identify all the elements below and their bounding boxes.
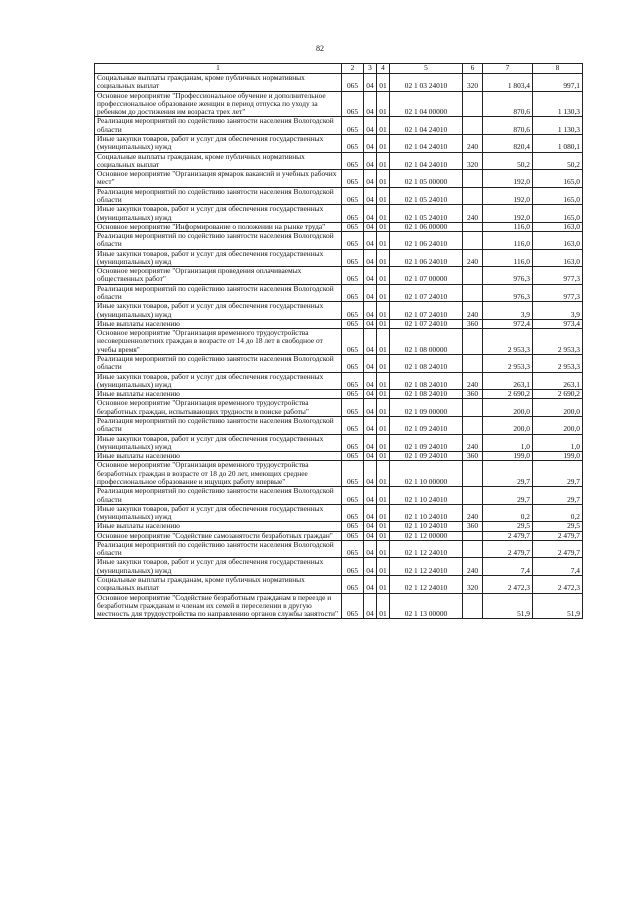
row-admin-code: 065: [342, 152, 364, 170]
page-number: 82: [316, 44, 324, 53]
row-amount-2: 973,4: [533, 319, 583, 328]
row-name: Иные выплаты населению: [95, 390, 342, 399]
row-amount-2: 997,1: [533, 74, 583, 92]
row-expense-type: [463, 593, 483, 619]
row-subsection: 01: [377, 504, 390, 522]
row-subsection: 01: [377, 91, 390, 117]
row-target-article: 02 1 08 24010: [390, 372, 463, 390]
row-amount-1: 29,7: [483, 461, 533, 487]
row-amount-1: 2 472,3: [483, 576, 533, 594]
column-header: 1: [95, 64, 342, 74]
row-expense-type: [463, 91, 483, 117]
row-name: Основное мероприятие "Организация временного трудоустройства безработных граждан в возрасте от 18 до 20 лет, имеющих среднее профессиональное образование и ищущих работу впервые": [95, 461, 342, 487]
row-expense-type: 320: [463, 74, 483, 92]
row-target-article: 02 1 12 24010: [390, 558, 463, 576]
row-name: Иные выплаты населению: [95, 452, 342, 461]
table-row: [95, 222, 583, 231]
table-row: [95, 399, 583, 417]
row-expense-type: 240: [463, 249, 483, 267]
table-row: [95, 434, 583, 452]
row-amount-2: 7,4: [533, 558, 583, 576]
row-target-article: 02 1 04 24010: [390, 152, 463, 170]
row-section: 04: [364, 452, 377, 461]
row-amount-2: 263,1: [533, 372, 583, 390]
row-amount-1: 976,3: [483, 284, 533, 302]
row-admin-code: 065: [342, 187, 364, 205]
row-amount-2: 977,3: [533, 284, 583, 302]
row-amount-1: 116,0: [483, 232, 533, 250]
row-section: 04: [364, 504, 377, 522]
table-row: [95, 355, 583, 373]
row-admin-code: 065: [342, 205, 364, 223]
row-subsection: 01: [377, 461, 390, 487]
row-admin-code: 065: [342, 531, 364, 540]
row-amount-1: 51,9: [483, 593, 533, 619]
table-row: [95, 452, 583, 461]
row-amount-2: 2 479,7: [533, 531, 583, 540]
row-target-article: 02 1 07 00000: [390, 267, 463, 285]
row-name: Социальные выплаты гражданам, кроме публичных нормативных социальных выплат: [95, 576, 342, 594]
row-admin-code: 065: [342, 372, 364, 390]
budget-table: [94, 63, 583, 619]
row-name: Реализация мероприятий по содействию занятости населения Вологодской области: [95, 232, 342, 250]
row-expense-type: [463, 284, 483, 302]
row-expense-type: 240: [463, 558, 483, 576]
row-admin-code: 065: [342, 117, 364, 135]
row-admin-code: 065: [342, 170, 364, 188]
row-expense-type: [463, 461, 483, 487]
row-amount-1: 199,0: [483, 452, 533, 461]
row-section: 04: [364, 390, 377, 399]
row-expense-type: [463, 117, 483, 135]
row-section: 04: [364, 284, 377, 302]
row-section: 04: [364, 117, 377, 135]
row-target-article: 02 1 07 24010: [390, 302, 463, 320]
row-admin-code: 065: [342, 576, 364, 594]
row-amount-1: 29,5: [483, 522, 533, 531]
row-target-article: 02 1 08 24010: [390, 355, 463, 373]
row-admin-code: 065: [342, 355, 364, 373]
row-amount-2: 2 472,3: [533, 576, 583, 594]
row-amount-2: 1,0: [533, 434, 583, 452]
row-name: Основное мероприятие "Информирование о положении на рынке труда": [95, 222, 342, 231]
row-section: 04: [364, 74, 377, 92]
row-name: Иные закупки товаров, работ и услуг для обеспечения государственных (муниципальных) нужд: [95, 302, 342, 320]
row-subsection: 01: [377, 187, 390, 205]
row-amount-1: 3,9: [483, 302, 533, 320]
row-name: Иные закупки товаров, работ и услуг для обеспечения государственных (муниципальных) нужд: [95, 372, 342, 390]
table-row: [95, 187, 583, 205]
row-amount-1: 200,0: [483, 416, 533, 434]
row-subsection: 01: [377, 576, 390, 594]
row-target-article: 02 1 09 00000: [390, 399, 463, 417]
table-row: [95, 416, 583, 434]
row-amount-2: 1 130,3: [533, 91, 583, 117]
row-section: 04: [364, 249, 377, 267]
row-amount-2: 50,2: [533, 152, 583, 170]
row-admin-code: 065: [342, 487, 364, 505]
row-amount-2: 163,0: [533, 222, 583, 231]
row-section: 04: [364, 152, 377, 170]
row-amount-1: 192,0: [483, 205, 533, 223]
row-name: Реализация мероприятий по содействию занятости населения Вологодской области: [95, 117, 342, 135]
row-expense-type: [463, 531, 483, 540]
row-amount-2: 0,2: [533, 504, 583, 522]
row-section: 04: [364, 434, 377, 452]
column-header: 8: [533, 64, 583, 74]
table-header-row: [95, 64, 583, 74]
row-target-article: 02 1 10 24010: [390, 504, 463, 522]
row-amount-1: 116,0: [483, 249, 533, 267]
row-section: 04: [364, 399, 377, 417]
row-subsection: 01: [377, 531, 390, 540]
row-subsection: 01: [377, 205, 390, 223]
row-target-article: 02 1 10 24010: [390, 487, 463, 505]
column-header: 5: [390, 64, 463, 74]
row-amount-1: 2 479,7: [483, 531, 533, 540]
row-admin-code: 065: [342, 267, 364, 285]
row-section: 04: [364, 187, 377, 205]
row-target-article: 02 1 08 24010: [390, 390, 463, 399]
row-amount-1: 263,1: [483, 372, 533, 390]
row-expense-type: [463, 540, 483, 558]
table-row: [95, 170, 583, 188]
row-name: Иные закупки товаров, работ и услуг для обеспечения государственных (муниципальных) нужд: [95, 434, 342, 452]
row-admin-code: 065: [342, 416, 364, 434]
row-admin-code: 065: [342, 558, 364, 576]
row-amount-2: 200,0: [533, 416, 583, 434]
row-amount-1: 7,4: [483, 558, 533, 576]
row-expense-type: 240: [463, 504, 483, 522]
row-subsection: 01: [377, 390, 390, 399]
row-name: Иные закупки товаров, работ и услуг для обеспечения государственных (муниципальных) нужд: [95, 134, 342, 152]
row-name: Реализация мероприятий по содействию занятости населения Вологодской области: [95, 355, 342, 373]
table-row: [95, 540, 583, 558]
row-amount-1: 870,6: [483, 117, 533, 135]
row-target-article: 02 1 12 00000: [390, 531, 463, 540]
table-row: [95, 558, 583, 576]
row-name: Иные закупки товаров, работ и услуг для обеспечения государственных (муниципальных) нужд: [95, 205, 342, 223]
row-admin-code: 065: [342, 452, 364, 461]
row-section: 04: [364, 558, 377, 576]
row-admin-code: 065: [342, 74, 364, 92]
row-admin-code: 065: [342, 284, 364, 302]
row-name: Основное мероприятие "Организация временного трудоустройства несовершеннолетних граждан в возрасте от 14 до 18 лет в свободное от учебы время": [95, 329, 342, 355]
row-subsection: 01: [377, 232, 390, 250]
row-amount-1: 192,0: [483, 170, 533, 188]
row-subsection: 01: [377, 302, 390, 320]
row-amount-1: 820,4: [483, 134, 533, 152]
row-expense-type: [463, 399, 483, 417]
row-amount-1: 200,0: [483, 399, 533, 417]
row-subsection: 01: [377, 372, 390, 390]
row-amount-1: 2 953,3: [483, 355, 533, 373]
row-expense-type: 320: [463, 152, 483, 170]
row-expense-type: [463, 267, 483, 285]
table-row: [95, 74, 583, 92]
row-amount-2: 2 690,2: [533, 390, 583, 399]
table-row: [95, 390, 583, 399]
row-expense-type: 240: [463, 302, 483, 320]
row-subsection: 01: [377, 329, 390, 355]
row-amount-2: 29,7: [533, 487, 583, 505]
table-row: [95, 372, 583, 390]
row-subsection: 01: [377, 416, 390, 434]
table-row: [95, 249, 583, 267]
row-name: Основное мероприятие "Организация проведения оплачиваемых общественных работ": [95, 267, 342, 285]
row-subsection: 01: [377, 222, 390, 231]
row-admin-code: 065: [342, 461, 364, 487]
row-name: Иные закупки товаров, работ и услуг для обеспечения государственных (муниципальных) нужд: [95, 249, 342, 267]
row-admin-code: 065: [342, 329, 364, 355]
row-subsection: 01: [377, 74, 390, 92]
row-subsection: 01: [377, 487, 390, 505]
row-subsection: 01: [377, 558, 390, 576]
row-name: Социальные выплаты гражданам, кроме публичных нормативных социальных выплат: [95, 152, 342, 170]
table-row: [95, 91, 583, 117]
row-expense-type: 240: [463, 134, 483, 152]
row-expense-type: [463, 487, 483, 505]
table-row: [95, 302, 583, 320]
row-name: Реализация мероприятий по содействию занятости населения Вологодской области: [95, 487, 342, 505]
row-admin-code: 065: [342, 399, 364, 417]
row-target-article: 02 1 05 00000: [390, 170, 463, 188]
row-expense-type: 240: [463, 434, 483, 452]
row-admin-code: 065: [342, 302, 364, 320]
row-amount-1: 192,0: [483, 187, 533, 205]
row-target-article: 02 1 04 24010: [390, 134, 463, 152]
row-section: 04: [364, 267, 377, 285]
table-row: [95, 134, 583, 152]
row-amount-2: 200,0: [533, 399, 583, 417]
row-expense-type: 360: [463, 319, 483, 328]
row-admin-code: 065: [342, 434, 364, 452]
row-subsection: 01: [377, 117, 390, 135]
row-target-article: 02 1 10 00000: [390, 461, 463, 487]
row-expense-type: 360: [463, 522, 483, 531]
table-row: [95, 504, 583, 522]
row-amount-1: 1,0: [483, 434, 533, 452]
row-subsection: 01: [377, 152, 390, 170]
row-expense-type: [463, 222, 483, 231]
row-amount-1: 870,6: [483, 91, 533, 117]
row-amount-2: 2 953,3: [533, 329, 583, 355]
table-row: [95, 329, 583, 355]
row-amount-2: 165,0: [533, 187, 583, 205]
row-expense-type: [463, 355, 483, 373]
row-section: 04: [364, 134, 377, 152]
row-amount-2: 51,9: [533, 593, 583, 619]
row-amount-2: 2 953,3: [533, 355, 583, 373]
row-target-article: 02 1 10 24010: [390, 522, 463, 531]
row-admin-code: 065: [342, 134, 364, 152]
row-amount-2: 165,0: [533, 205, 583, 223]
row-section: 04: [364, 319, 377, 328]
row-name: Социальные выплаты гражданам, кроме публичных нормативных социальных выплат: [95, 74, 342, 92]
row-amount-2: 163,0: [533, 232, 583, 250]
row-section: 04: [364, 416, 377, 434]
row-name: Реализация мероприятий по содействию занятости населения Вологодской области: [95, 284, 342, 302]
row-section: 04: [364, 593, 377, 619]
row-admin-code: 065: [342, 249, 364, 267]
table-row: [95, 152, 583, 170]
row-section: 04: [364, 487, 377, 505]
row-expense-type: 360: [463, 390, 483, 399]
row-section: 04: [364, 531, 377, 540]
row-target-article: 02 1 12 24010: [390, 576, 463, 594]
row-name: Основное мероприятие "Организация ярмарок вакансий и учебных рабочих мест": [95, 170, 342, 188]
row-target-article: 02 1 06 24010: [390, 232, 463, 250]
row-target-article: 02 1 09 24010: [390, 452, 463, 461]
row-expense-type: [463, 232, 483, 250]
row-section: 04: [364, 540, 377, 558]
row-amount-2: 3,9: [533, 302, 583, 320]
row-name: Реализация мероприятий по содействию занятости населения Вологодской области: [95, 540, 342, 558]
row-subsection: 01: [377, 355, 390, 373]
row-amount-1: 2 953,3: [483, 329, 533, 355]
row-name: Иные закупки товаров, работ и услуг для обеспечения государственных (муниципальных) нужд: [95, 558, 342, 576]
row-amount-1: 29,7: [483, 487, 533, 505]
row-expense-type: [463, 416, 483, 434]
row-subsection: 01: [377, 284, 390, 302]
row-target-article: 02 1 05 24010: [390, 187, 463, 205]
table-row: [95, 232, 583, 250]
row-amount-1: 2 690,2: [483, 390, 533, 399]
row-section: 04: [364, 522, 377, 531]
row-section: 04: [364, 576, 377, 594]
row-expense-type: 240: [463, 372, 483, 390]
row-name: Иные закупки товаров, работ и услуг для обеспечения государственных (муниципальных) нужд: [95, 504, 342, 522]
column-header: 2: [342, 64, 364, 74]
row-name: Основное мероприятие "Содействие безработным гражданам в переезде и безработным гражданам и членам их семей в переселении в другую местность для трудоустройства по направлению органов службы занятости": [95, 593, 342, 619]
row-target-article: 02 1 06 24010: [390, 249, 463, 267]
row-subsection: 01: [377, 249, 390, 267]
table-row: [95, 576, 583, 594]
row-amount-1: 0,2: [483, 504, 533, 522]
row-name: Реализация мероприятий по содействию занятости населения Вологодской области: [95, 416, 342, 434]
row-target-article: 02 1 09 24010: [390, 416, 463, 434]
row-subsection: 01: [377, 452, 390, 461]
row-subsection: 01: [377, 319, 390, 328]
column-header: 4: [377, 64, 390, 74]
table-row: [95, 461, 583, 487]
row-section: 04: [364, 222, 377, 231]
row-amount-1: 2 479,7: [483, 540, 533, 558]
row-target-article: 02 1 07 24010: [390, 319, 463, 328]
row-admin-code: 065: [342, 593, 364, 619]
row-admin-code: 065: [342, 232, 364, 250]
row-amount-2: 199,0: [533, 452, 583, 461]
row-admin-code: 065: [342, 319, 364, 328]
table-row: [95, 522, 583, 531]
row-section: 04: [364, 170, 377, 188]
row-subsection: 01: [377, 434, 390, 452]
table-row: [95, 284, 583, 302]
row-name: Иные выплаты населению: [95, 319, 342, 328]
row-target-article: 02 1 05 24010: [390, 205, 463, 223]
row-expense-type: 320: [463, 576, 483, 594]
row-expense-type: 240: [463, 205, 483, 223]
row-admin-code: 065: [342, 522, 364, 531]
row-amount-2: 29,5: [533, 522, 583, 531]
row-amount-2: 29,7: [533, 461, 583, 487]
row-admin-code: 065: [342, 222, 364, 231]
row-target-article: 02 1 08 00000: [390, 329, 463, 355]
row-amount-2: 2 479,7: [533, 540, 583, 558]
table-row: [95, 117, 583, 135]
row-amount-2: 1 080,1: [533, 134, 583, 152]
table-row: [95, 319, 583, 328]
row-section: 04: [364, 355, 377, 373]
row-target-article: 02 1 12 24010: [390, 540, 463, 558]
row-section: 04: [364, 461, 377, 487]
row-section: 04: [364, 91, 377, 117]
table-row: [95, 487, 583, 505]
row-section: 04: [364, 372, 377, 390]
column-header: 7: [483, 64, 533, 74]
row-target-article: 02 1 13 00000: [390, 593, 463, 619]
row-subsection: 01: [377, 267, 390, 285]
row-amount-2: 163,0: [533, 249, 583, 267]
row-amount-2: 1 130,3: [533, 117, 583, 135]
row-target-article: 02 1 07 24010: [390, 284, 463, 302]
row-target-article: 02 1 04 00000: [390, 91, 463, 117]
row-name: Основное мероприятие "Организация временного трудоустройства безработных граждан, испытывающих трудности в поиске работы": [95, 399, 342, 417]
row-subsection: 01: [377, 170, 390, 188]
row-admin-code: 065: [342, 540, 364, 558]
row-subsection: 01: [377, 134, 390, 152]
row-section: 04: [364, 329, 377, 355]
column-header: 3: [364, 64, 377, 74]
row-name: Основное мероприятие "Профессиональное обучение и дополнительное профессиональное образование женщин в период отпуска по уходу за ребенком до достижения им возраста трех лет": [95, 91, 342, 117]
row-amount-1: 116,0: [483, 222, 533, 231]
row-target-article: 02 1 06 00000: [390, 222, 463, 231]
row-subsection: 01: [377, 540, 390, 558]
row-subsection: 01: [377, 522, 390, 531]
row-amount-1: 976,3: [483, 267, 533, 285]
table-row: [95, 267, 583, 285]
row-target-article: 02 1 03 24010: [390, 74, 463, 92]
row-subsection: 01: [377, 399, 390, 417]
row-admin-code: 065: [342, 390, 364, 399]
row-section: 04: [364, 205, 377, 223]
row-section: 04: [364, 302, 377, 320]
row-subsection: 01: [377, 593, 390, 619]
table-row: [95, 593, 583, 619]
row-expense-type: [463, 187, 483, 205]
row-amount-2: 165,0: [533, 170, 583, 188]
row-name: Иные выплаты населению: [95, 522, 342, 531]
row-expense-type: 360: [463, 452, 483, 461]
table-row: [95, 531, 583, 540]
row-amount-2: 977,3: [533, 267, 583, 285]
row-name: Реализация мероприятий по содействию занятости населения Вологодской области: [95, 187, 342, 205]
row-amount-1: 1 803,4: [483, 74, 533, 92]
column-header: 6: [463, 64, 483, 74]
row-expense-type: [463, 329, 483, 355]
row-amount-1: 50,2: [483, 152, 533, 170]
row-admin-code: 065: [342, 91, 364, 117]
row-admin-code: 065: [342, 504, 364, 522]
row-target-article: 02 1 09 24010: [390, 434, 463, 452]
row-section: 04: [364, 232, 377, 250]
table-row: [95, 205, 583, 223]
row-expense-type: [463, 170, 483, 188]
row-target-article: 02 1 04 24010: [390, 117, 463, 135]
row-name: Основное мероприятие "Содействие самозанятости безработных граждан": [95, 531, 342, 540]
row-amount-1: 972,4: [483, 319, 533, 328]
